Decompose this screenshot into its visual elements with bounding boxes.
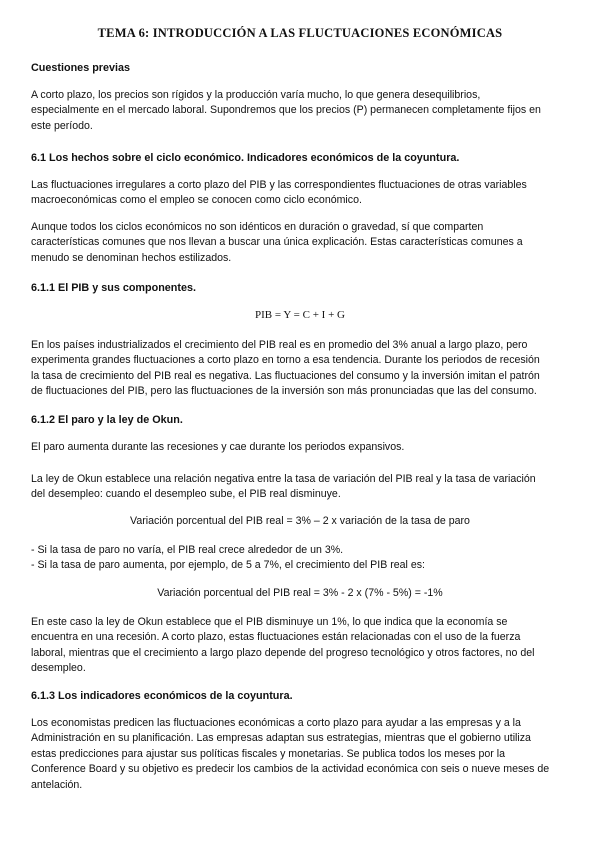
bullet-item: - Si la tasa de paro no varía, el PIB real crece alrededor de un 3%. [31, 544, 344, 556]
paragraph-6-1-2-c [31, 615, 579, 677]
text-line: características comunes que nos llevan a buscar una única explicación. Estas características comunes a [31, 236, 523, 249]
text-line: Las fluctuaciones irregulares a corto plazo del PIB y las correspondientes fluctuaciones de otras variables [31, 179, 527, 191]
text-line: Administración en su planificación. Las empresas adaptan sus estrategias, mientras que el gobierno utiliza [31, 732, 531, 745]
text-line: macroeconómicas como el empleo se conocen como ciclo económico. [31, 194, 362, 207]
formula-okun: Variación porcentual del PIB real = 3% – 2 x variación de la tasa de paro [130, 515, 470, 527]
formula-pib: PIB = Y = C + I + G [254, 309, 345, 321]
paragraph-6-1-2-b [31, 472, 579, 503]
text-line: La ley de Okun establece una relación negativa entre la tasa de variación del PIB real y la tasa de variación [31, 473, 536, 485]
heading-6-1: 6.1 Los hechos sobre el ciclo económico. Indicadores económicos de la coyuntura. [31, 152, 460, 164]
heading-cuestiones-previas: Cuestiones previas [31, 62, 131, 74]
text-line: encuentra en una recesión. A corto plazo, estas fluctuaciones están relacionadas con el uso de la fuerza [31, 631, 521, 644]
paragraph-6-1-a [31, 178, 579, 209]
bullet-list [31, 543, 579, 574]
text-line: A corto plazo, los precios son rígidos y la producción varía mucho, lo que genera desequilibrios, [31, 89, 481, 101]
paragraph-6-1-3 [31, 716, 579, 793]
text-line: estas predicciones para ajustar sus políticas fiscales y monetarias. Se publica todos los meses por la [31, 747, 506, 760]
text-line: la tasa de crecimiento del PIB real es negativa. Las fluctuaciones del consumo y la inversión imitan el patrón [31, 369, 540, 382]
text-line: Los economistas predicen las fluctuaciones económicas a corto plazo para ayudar a las empresas y a la [31, 717, 521, 729]
heading-6-1-3: 6.1.3 Los indicadores económicos de la coyuntura. [31, 690, 293, 702]
heading-6-1-1: 6.1.1 El PIB y sus componentes. [31, 282, 197, 294]
document-title: TEMA 6: INTRODUCCIÓN A LAS FLUCTUACIONES ECONÓMICAS [97, 26, 503, 40]
text-line: En los países industrializados el crecimiento del PIB real es en promedio del 3% anual a largo plazo, pero [31, 339, 528, 351]
bullet-item: - Si la tasa de paro aumenta, por ejemplo, de 5 a 7%, el crecimiento del PIB real es: [31, 559, 425, 572]
paragraph-6-1-b [31, 220, 579, 266]
text-line: de fluctuaciones del PIB, pero las fluctuaciones de la inversión son más pronunciadas que las del consumo. [31, 385, 537, 398]
paragraph-previas [31, 88, 579, 134]
heading-6-1-2: 6.1.2 El paro y la ley de Okun. [31, 414, 183, 426]
paragraph-6-1-1 [31, 338, 579, 400]
text-line: En este caso la ley de Okun establece que el PIB disminuye un 1%, lo que indica que la economía se [31, 616, 508, 628]
text-line: este período. [31, 119, 93, 132]
text-line: experimenta grandes fluctuaciones a corto plazo en torno a esa tendencia. Durante los periodos de recesión [31, 354, 540, 367]
text-line: Aunque todos los ciclos económicos no son idénticos en duración o gravedad, sí que comparten [31, 221, 484, 233]
paragraph-6-1-2-a: El paro aumenta durante las recesiones y cae durante los periodos expansivos. [31, 441, 405, 453]
text-line: laboral, mientras que el crecimiento a largo plazo depende del progreso tecnológico y otros factores, no del [31, 646, 535, 659]
text-line: Conference Board y su objetivo es predecir los cambios de la actividad económica con seis o nueve meses de [31, 763, 550, 776]
text-line: antelación. [31, 778, 83, 791]
text-line: desempleo. [31, 662, 86, 675]
formula-okun-example: Variación porcentual del PIB real = 3% - 2 x (7% - 5%) = -1% [157, 587, 443, 599]
text-line: del desempleo: cuando el desempleo sube, el PIB real disminuye. [31, 488, 341, 501]
text-line: especialmente en el mercado laboral. Supondremos que los precios (P) permanecen completamente fijos en [31, 104, 541, 117]
text-line: menudo se denominan hechos estilizados. [31, 251, 232, 264]
